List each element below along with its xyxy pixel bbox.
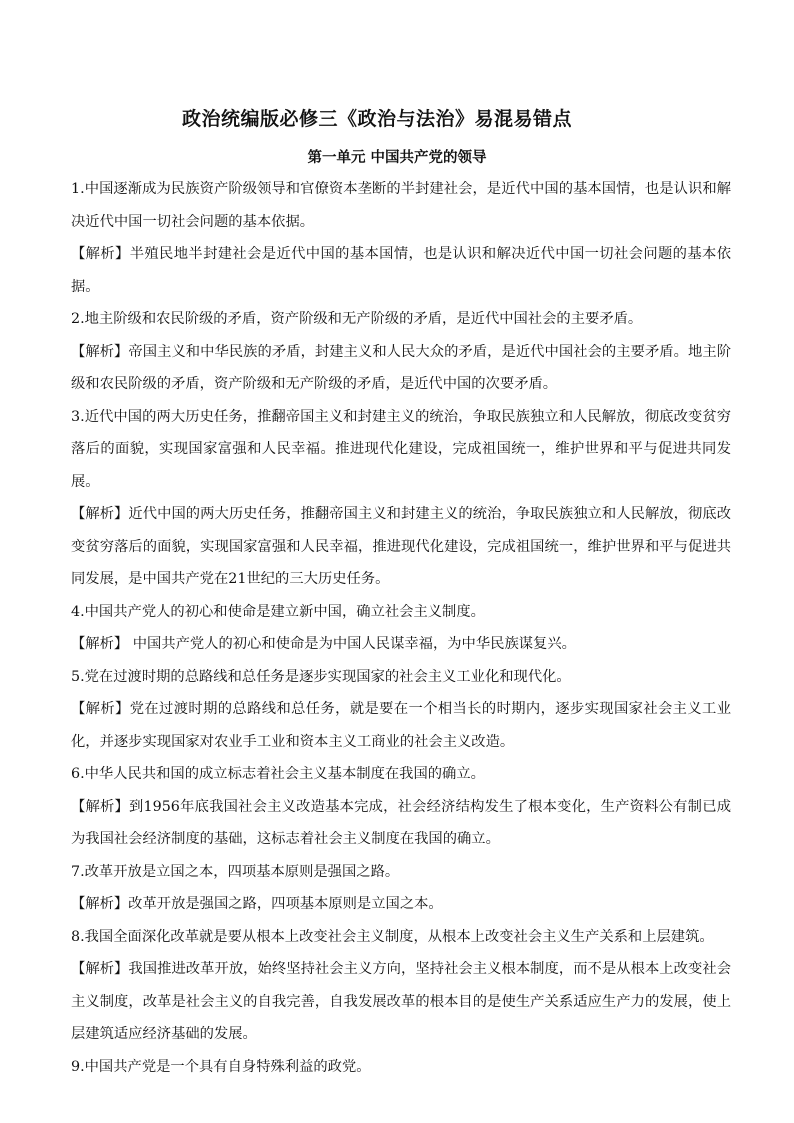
- document-body: [71, 173, 731, 1083]
- question-2: 2.地主阶级和农民阶级的矛盾，资产阶级和无产阶级的矛盾，是近代中国社会的主要矛盾。: [71, 311, 643, 327]
- analysis-2: 【解析】帝国主义和中华民族的矛盾，封建主义和人民大众的矛盾，是近代中国社会的主要矛盾。地主阶级和农民阶级的矛盾，资产阶级和无产阶级的矛盾，是近代中国的次要矛盾。: [71, 343, 731, 392]
- question-3: 3.近代中国的两大历史任务，推翻帝国主义和封建主义的统治，争取民族独立和人民解放，彻底改变贫穷落后的面貌，实现国家富强和人民幸福。推进现代化建设，完成祖国统一，维护世界和平与促进共同发展。: [71, 408, 731, 490]
- question-1: 1.中国逐渐成为民族资产阶级领导和官僚资本垄断的半封建社会，是近代中国的基本国情，也是认识和解决近代中国一切社会问题的基本依据。: [71, 181, 731, 230]
- analysis-5: 【解析】党在过渡时期的总路线和总任务，就是要在一个相当长的时期内，逐步实现国家社会主义工业化，并逐步实现国家对农业手工业和资本主义工商业的社会主义改造。: [71, 701, 731, 750]
- analysis-4: 【解析】 中国共产党人的初心和使命是为中国人民谋幸福，为中华民族谋复兴。: [71, 636, 576, 652]
- question-6: 6.中华人民共和国的成立标志着社会主义基本制度在我国的确立。: [71, 766, 485, 782]
- question-8: 8.我国全面深化改革就是要从根本上改变社会主义制度，从根本上改变社会主义生产关系和上层建筑。: [71, 928, 714, 945]
- document-title: 政治统编版必修三《政治与法治》易混易错点: [181, 108, 572, 130]
- analysis-6: 【解析】到1956年底我国社会主义改造基本完成，社会经济结构发生了根本变化，生产资料公有制已成为我国社会经济制度的基础，这标志着社会主义制度在我国的确立。: [71, 798, 731, 847]
- analysis-8: 【解析】我国推进改革开放，始终坚持社会主义方向，坚持社会主义根本制度，而不是从根本上改变社会主义制度，改革是社会主义的自我完善，自我发展改革的根本目的是使生产关系适应生产力的发展，使上层建筑适应经济基础的发展。: [71, 961, 731, 1042]
- analysis-7: 【解析】改革开放是强国之路，四项基本原则是立国之本。: [71, 896, 443, 912]
- question-5: 5.党在过渡时期的总路线和总任务是逐步实现国家的社会主义工业化和现代化。: [71, 668, 571, 685]
- analysis-1: 【解析】半殖民地半封建社会是近代中国的基本国情，也是认识和解决近代中国一切社会问题的基本依据。: [71, 246, 731, 295]
- question-9: 9.中国共产党是一个具有自身特殊利益的政党。: [71, 1058, 371, 1075]
- analysis-3: 【解析】近代中国的两大历史任务，推翻帝国主义和封建主义的统治，争取民族独立和人民解放，彻底改变贫穷落后的面貌，实现国家富强和人民幸福，推进现代化建设，完成祖国统一，维护世界和平与促进共同发展，是中国共产党在21世纪的三大历史任务。: [71, 506, 731, 587]
- section-heading: 第一单元 中国共产党的领导: [307, 149, 487, 166]
- question-4: 4.中国共产党人的初心和使命是建立新中国，确立社会主义制度。: [71, 603, 485, 620]
- question-7: 7.改革开放是立国之本，四项基本原则是强国之路。: [71, 863, 400, 880]
